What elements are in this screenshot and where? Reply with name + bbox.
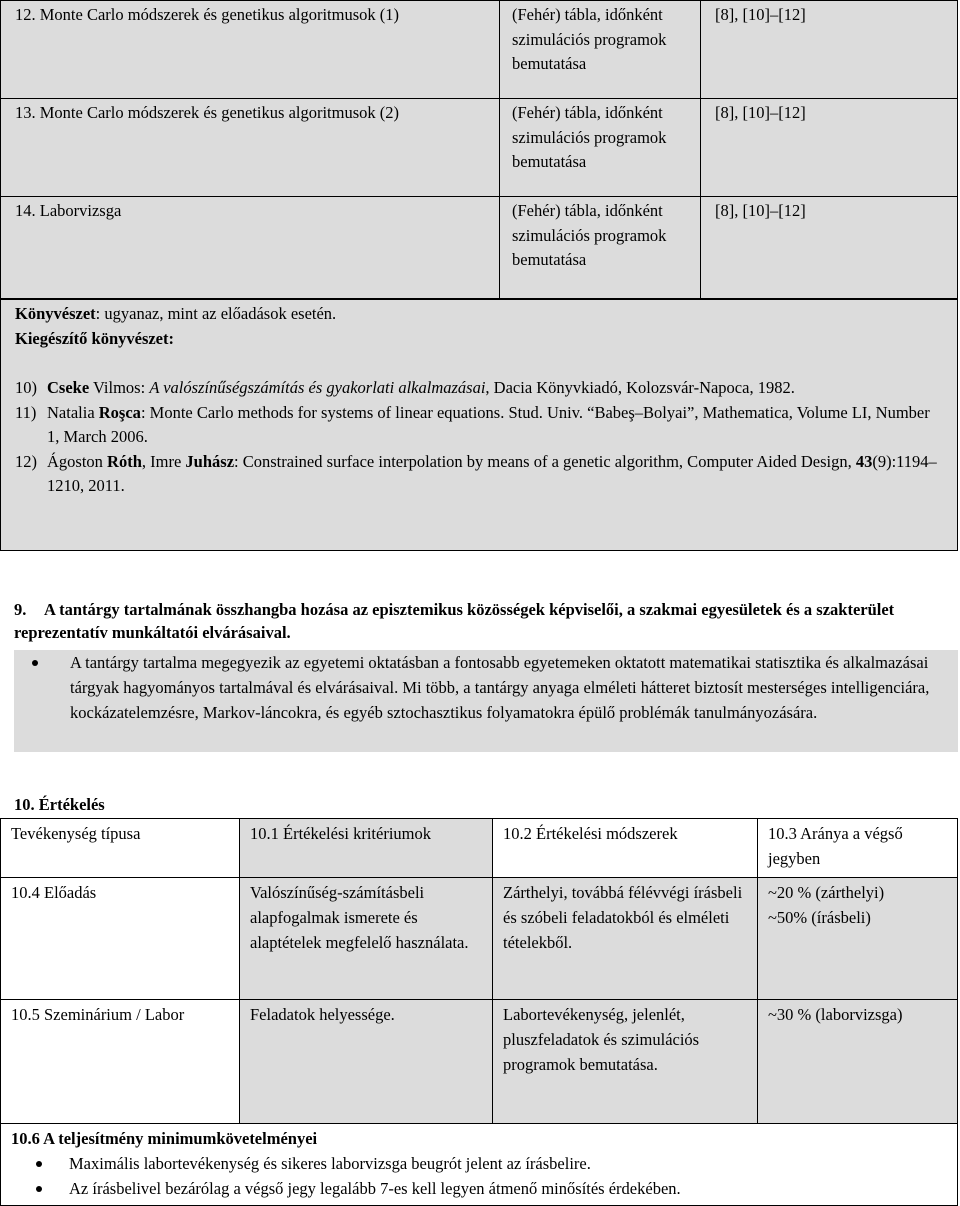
column-header: 10.1 Értékelési kritériumok xyxy=(240,819,493,878)
section-9-heading xyxy=(14,598,944,644)
list-item xyxy=(11,1176,951,1201)
author-separator: , Imre xyxy=(141,451,186,471)
refs-cell: [8], [10]–[12] xyxy=(701,1,958,99)
author-first-name: Ágoston xyxy=(47,451,108,471)
item-number: 10) xyxy=(15,378,37,397)
bibliography-box xyxy=(0,299,958,551)
author: Juhász xyxy=(185,451,235,471)
evaluation-table xyxy=(0,818,958,1206)
ratio-cell xyxy=(758,1000,958,1124)
bullet-icon xyxy=(36,1186,42,1192)
book-title: A valószínűségszámítás és gyakorlati alkalmazásai xyxy=(149,378,486,397)
list-item xyxy=(15,401,945,450)
ratio-value: ~30 % (laborvizsga) xyxy=(768,1005,903,1024)
section-title: A tantárgy tartalmának összhangba hozása az episztemikus közösségek képviselői, a szakmai egyesületek és a szakterület reprezentatív munkáltatói elvárásaival. xyxy=(14,600,895,642)
minimum-requirements-title: 10.6 A teljesítmény minimumkövetelményei xyxy=(11,1129,318,1148)
methods-cell: Zárthelyi, továbbá félévvégi írásbeli és szóbeli feladatokból és elméleti tételekből. xyxy=(493,878,758,1000)
publication-pages: (9):1194–1210, 2011. xyxy=(47,451,937,495)
minimum-requirements-cell xyxy=(1,1124,958,1206)
table-row xyxy=(1,1000,958,1124)
section-10-heading: 10. Értékelés xyxy=(14,795,105,814)
table-row xyxy=(1,1124,958,1206)
method-cell: (Fehér) tábla, időnként szimulációs programok bemutatása xyxy=(500,197,701,299)
minimum-requirements-list xyxy=(11,1151,951,1201)
publication-info: : Constrained surface interpolation by means of a genetic algorithm, Computer Aided Design, xyxy=(234,451,856,471)
author: Roşca xyxy=(98,402,141,422)
section-9-text: A tantárgy tartalma megegyezik az egyetemi oktatásban a fontosabb egyetemeken oktatott matematikai statisztika és alkalmazásai tárgyak hagyományos tartalmával és elvárásaival. Mi több, a tantárgy anyaga elméleti hátteret biztosít mesterséges intelligenciára, kockázatelemzésre, Markov-láncokra, és egyéb sztochasztikus folyamatokra épülő problémák tanulmányozására. xyxy=(70,653,930,722)
author-first-name: Natalia xyxy=(47,402,99,422)
activity-type-cell: 10.5 Szeminárium / Labor xyxy=(1,1000,240,1124)
activity-type-cell: 10.4 Előadás xyxy=(1,878,240,1000)
ratio-value: ~20 % (zárthelyi) xyxy=(768,883,885,902)
method-cell: (Fehér) tábla, időnként szimulációs programok bemutatása xyxy=(500,1,701,99)
item-number: 11) xyxy=(15,402,37,422)
ratio-cell xyxy=(758,878,958,1000)
column-header: 10.2 Értékelési módszerek xyxy=(493,819,758,878)
volume: 43 xyxy=(855,451,873,471)
table-row xyxy=(1,1,958,99)
topic-cell: 12. Monte Carlo módszerek és genetikus algoritmusok (1) xyxy=(1,1,500,99)
list-item xyxy=(15,376,945,401)
publication-info: : Monte Carlo methods for systems of linear equations. Stud. Univ. “Babeş–Bolyai”, Mathematica, Volume LI, Number 1, March 2006. xyxy=(47,402,930,446)
methods-cell: Labortevékenység, jelenlét, pluszfeladatok és szimulációs programok bemutatása. xyxy=(493,1000,758,1124)
author: Cseke xyxy=(47,378,90,397)
ratio-value: ~50% (írásbeli) xyxy=(768,908,871,927)
column-header: Tevékenység típusa xyxy=(1,819,240,878)
supplementary-bibliography-label: Kiegészítő könyvészet: xyxy=(15,328,174,348)
list-item xyxy=(11,1151,951,1176)
bullet-icon xyxy=(32,660,38,666)
bibliography-heading xyxy=(15,302,336,351)
table-row xyxy=(1,197,958,299)
table-row xyxy=(1,99,958,197)
criteria-cell: Feladatok helyessége. xyxy=(240,1000,493,1124)
requirement-text: Maximális labortevékenység és sikeres laborvizsga beugrót jelent az írásbelire. xyxy=(69,1154,591,1173)
item-number: 12) xyxy=(15,451,37,471)
criteria-cell: Valószínűség-számításbeli alapfogalmak ismerete és alaptételek megfelelő használata. xyxy=(240,878,493,1000)
author: Róth xyxy=(107,451,142,471)
list-item xyxy=(15,450,945,499)
bibliography-list xyxy=(15,376,945,499)
method-cell: (Fehér) tábla, időnként szimulációs programok bemutatása xyxy=(500,99,701,197)
requirement-text: Az írásbelivel bezárólag a végső jegy legalább 7-es kell legyen átmenő minősítés érdekében. xyxy=(69,1179,681,1198)
course-topics-table xyxy=(0,0,958,299)
topic-cell: 13. Monte Carlo módszerek és genetikus algoritmusok (2) xyxy=(1,99,500,197)
bullet-icon xyxy=(36,1161,42,1167)
refs-cell: [8], [10]–[12] xyxy=(701,197,958,299)
bibliography-note: : ugyanaz, mint az előadások esetén. xyxy=(95,304,337,323)
table-header-row xyxy=(1,819,958,878)
section-number: 9. xyxy=(14,600,27,619)
author-first-name: Vilmos: xyxy=(89,378,150,397)
topic-cell: 14. Laborvizsga xyxy=(1,197,500,299)
publication-info: , Dacia Könyvkiadó, Kolozsvár-Napoca, 1982. xyxy=(485,378,795,397)
refs-cell: [8], [10]–[12] xyxy=(701,99,958,197)
bibliography-label: Könyvészet xyxy=(15,304,96,323)
table-row xyxy=(1,878,958,1000)
section-9-bullet-box xyxy=(14,650,958,752)
column-header: 10.3 Aránya a végső jegyben xyxy=(758,819,958,878)
